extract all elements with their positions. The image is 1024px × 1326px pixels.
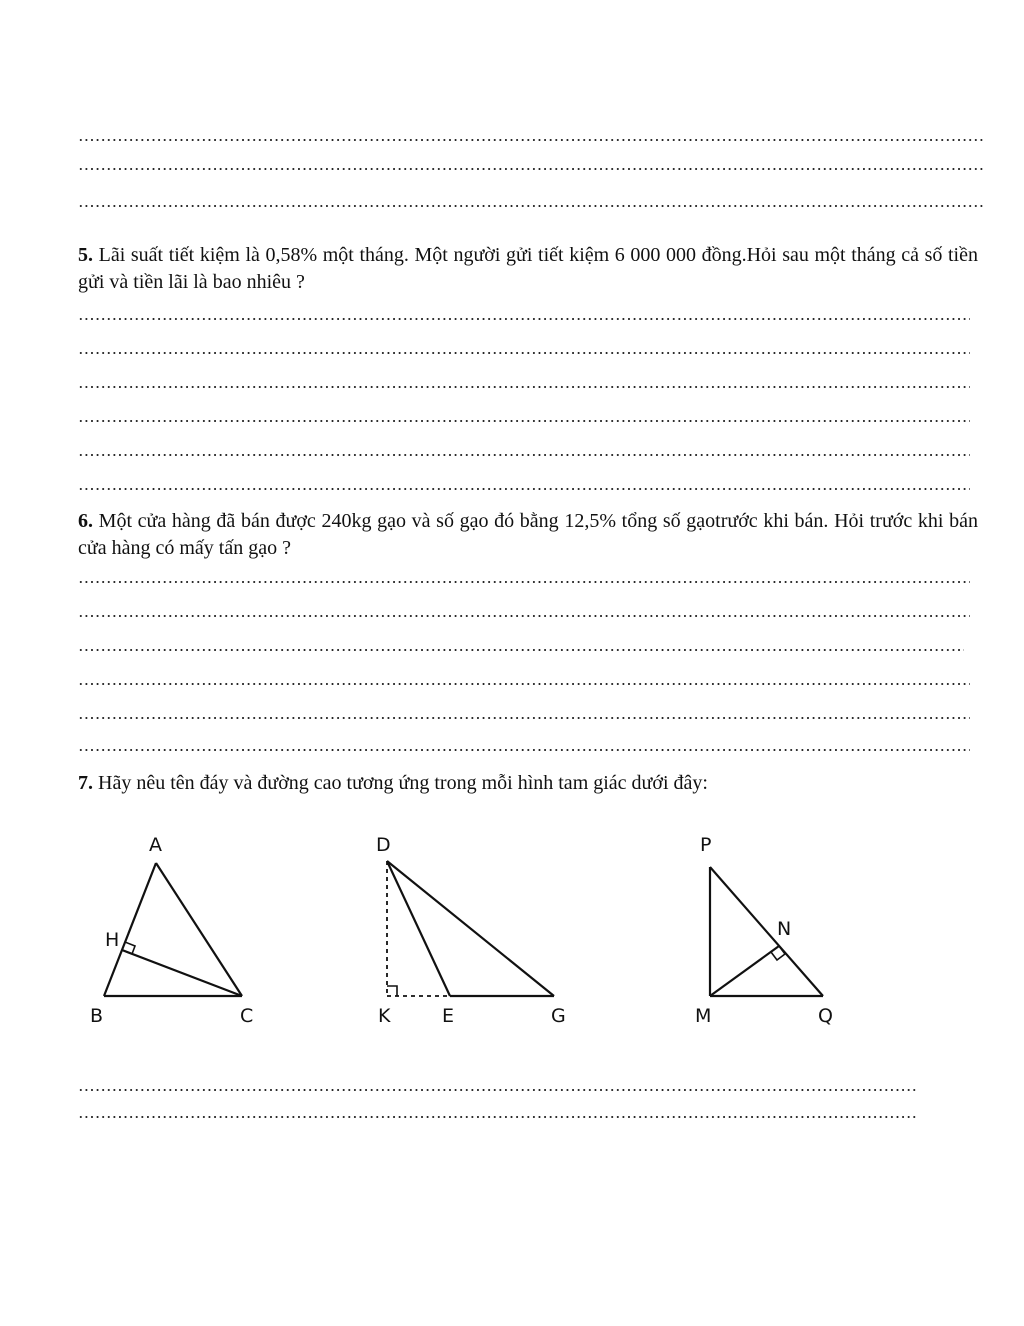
question-text: Hãy nêu tên đáy và đường cao tương ứng trong mỗi hình tam giác dưới đây: <box>93 772 708 794</box>
label-n: N <box>777 918 792 940</box>
side-ac <box>156 863 242 996</box>
question-5 <box>78 242 978 296</box>
triangle-pmq-figure <box>680 825 900 1045</box>
label-k: K <box>378 1005 391 1027</box>
right-angle-mark <box>387 986 397 996</box>
label-a: A <box>149 834 162 856</box>
question-6 <box>78 508 978 562</box>
altitude-ch <box>122 950 242 996</box>
label-p: P <box>700 834 712 856</box>
answer-line[interactable] <box>78 614 970 618</box>
question-number: 7. <box>78 772 93 794</box>
answer-line[interactable] <box>78 1088 918 1092</box>
answer-line[interactable] <box>78 748 970 752</box>
label-m: M <box>695 1005 712 1027</box>
altitude-mn <box>710 946 779 996</box>
right-angle-mark <box>771 946 785 960</box>
label-h: H <box>105 929 120 951</box>
answer-line[interactable] <box>78 351 970 355</box>
answer-line[interactable] <box>78 167 986 171</box>
answer-line[interactable] <box>78 204 986 208</box>
answer-line[interactable] <box>78 138 986 142</box>
question-7 <box>78 770 978 797</box>
side-dg <box>387 861 554 996</box>
question-text: Lãi suất tiết kiệm là 0,58% một tháng. Một người gửi tiết kiệm 6 000 000 đồng.Hỏi sau một tháng cả số tiền gửi và tiền lãi là bao nhiêu ? <box>78 244 978 293</box>
question-text: Một cửa hàng đã bán được 240kg gạo và số gạo đó bằng 12,5% tổng số gạotrước khi bán. Hỏi trước khi bán cửa hàng có mấy tấn gạo ? <box>78 510 978 559</box>
label-d: D <box>376 834 391 856</box>
label-b: B <box>90 1005 104 1027</box>
answer-line[interactable] <box>78 487 970 491</box>
label-q: Q <box>818 1005 833 1027</box>
question-number: 5. <box>78 244 93 266</box>
answer-line[interactable] <box>78 385 970 389</box>
side-pq <box>710 867 823 996</box>
answer-line[interactable] <box>78 1115 918 1119</box>
label-g: G <box>551 1005 566 1027</box>
side-de <box>387 861 450 996</box>
answer-line[interactable] <box>78 453 970 457</box>
answer-line[interactable] <box>78 580 970 584</box>
answer-line[interactable] <box>78 682 970 686</box>
triangle-abc-figure <box>80 825 300 1045</box>
answer-line[interactable] <box>78 419 970 423</box>
label-e: E <box>442 1005 455 1027</box>
triangle-dkg-figure <box>370 825 590 1045</box>
label-c: C <box>240 1005 254 1027</box>
answer-line[interactable] <box>78 317 970 321</box>
question-number: 6. <box>78 510 93 532</box>
answer-line[interactable] <box>78 716 970 720</box>
answer-line[interactable] <box>78 648 964 652</box>
